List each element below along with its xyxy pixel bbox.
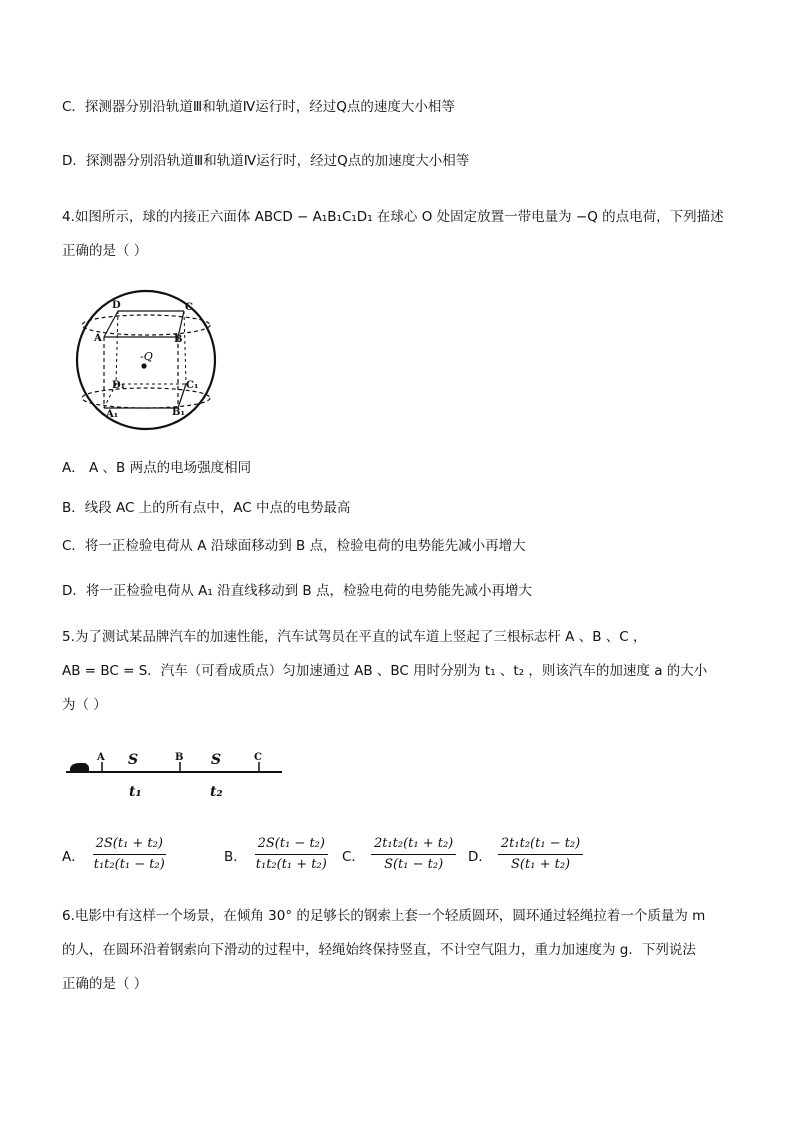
vertex-label-d: D bbox=[112, 300, 121, 311]
pole-label-a: A bbox=[97, 752, 105, 763]
q5-stem-line3: 为（ ） bbox=[62, 697, 107, 713]
q5-option-c: C． $\frac{\text{2t₁t₂(t₁ + t₂)}}{\text{S(t₁ − t₂)}}$ bbox=[342, 836, 456, 873]
q5-stem-line1: 5.为了测试某品牌汽车的加速性能，汽车试驾员在平直的试车道上竖起了三根标志杆 A 、B 、C ， bbox=[62, 629, 647, 645]
pole-label-b: B bbox=[175, 752, 184, 763]
vertex-label-b1: B₁ bbox=[172, 407, 185, 418]
q5-stem-line2: AB = BC = S．汽车（可看成质点）匀加速通过 AB 、BC 用时分别为 t₁ 、t₂ ，则该汽车的加速度 a 的大小 bbox=[62, 663, 708, 679]
time-label-t2: t₂ bbox=[210, 784, 223, 800]
q5-option-d: D． $\frac{\text{2t₁t₂(t₁ − t₂)}}{\text{S(t₁ + t₂)}}$ bbox=[468, 836, 583, 873]
track-figure bbox=[62, 744, 286, 804]
q5-option-b: B． $\frac{\text{2S(t₁ − t₂)}}{\text{t₁t₂(t₁ + t₂)}}$ bbox=[224, 836, 327, 872]
time-label-t1: t₁ bbox=[129, 784, 142, 800]
sphere-cube-figure bbox=[70, 280, 222, 442]
charge-label: -Q bbox=[140, 350, 153, 363]
q6-stem-line3: 正确的是（ ） bbox=[62, 976, 148, 992]
segment-label-ab: S bbox=[128, 752, 139, 768]
vertex-label-a: A bbox=[94, 333, 102, 344]
q4-option-d: D．将一正检验电荷从 A₁ 沿直线移动到 B 点，检验电荷的电势能先减小再增大 bbox=[62, 583, 532, 599]
vertex-label-c: C bbox=[185, 302, 193, 313]
vertex-label-a1: A₁ bbox=[106, 409, 119, 420]
q5-option-a: A． $\frac{\text{2S(t₁ + t₂)}}{\text{t₁t₂(t₁ − t₂)}}$ bbox=[62, 836, 165, 872]
q6-stem-line1: 6.电影中有这样一个场景，在倾角 30° 的足够长的钢索上套一个轻质圆环，圆环通过轻绳拉着一个质量为 m bbox=[62, 908, 706, 924]
q3-option-d: D．探测器分别沿轨道Ⅲ和轨道Ⅳ运行时，经过Q点的加速度大小相等 bbox=[62, 153, 470, 169]
q4-option-b: B．线段 AC 上的所有点中，AC 中点的电势最高 bbox=[62, 500, 351, 516]
q6-stem-line2: 的人，在圆环沿着钢索向下滑动的过程中，轻绳始终保持竖直，不计空气阻力，重力加速度为 g．下列说法 bbox=[62, 942, 696, 958]
q4-option-a: A． A 、B 两点的电场强度相同 bbox=[62, 460, 252, 476]
q4-option-c: C．将一正检验电荷从 A 沿球面移动到 B 点，检验电荷的电势能先减小再增大 bbox=[62, 538, 526, 554]
car-icon bbox=[70, 763, 89, 772]
pole-label-c: C bbox=[254, 752, 262, 763]
q4-stem-line1: 4.如图所示，球的内接正六面体 ABCD − A₁B₁C₁D₁ 在球心 O 处固定放置一带电量为 −Q 的点电荷，下列描述 bbox=[62, 209, 724, 225]
segment-label-bc: S bbox=[211, 752, 222, 768]
vertex-label-b: B bbox=[174, 334, 183, 345]
q3-option-c: C．探测器分别沿轨道Ⅲ和轨道Ⅳ运行时，经过Q点的速度大小相等 bbox=[62, 99, 455, 115]
q4-stem-line2: 正确的是（ ） bbox=[62, 243, 148, 259]
vertex-label-c1: C₁ bbox=[186, 380, 199, 391]
vertex-label-d1: D₁ bbox=[112, 380, 126, 391]
